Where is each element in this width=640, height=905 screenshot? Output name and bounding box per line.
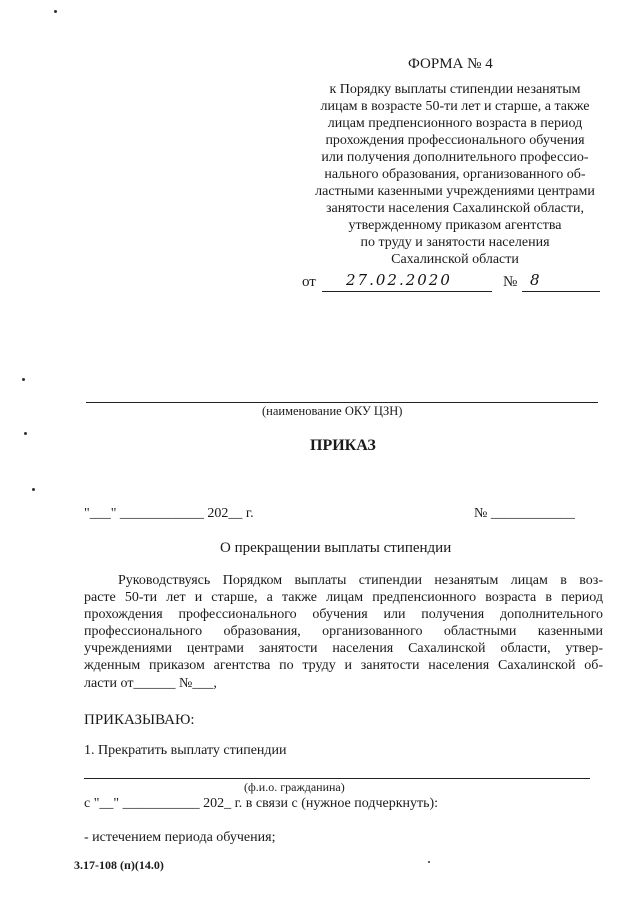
preamble-line: прохождения профессионального обучения или получения дополнительного — [84, 607, 603, 622]
scan-speck — [22, 378, 25, 381]
org-name-line — [86, 402, 598, 403]
scan-speck — [32, 488, 35, 491]
approval-number-label: № — [503, 274, 518, 290]
appendix-line: ластными казенными учреждениями центрами — [315, 184, 595, 199]
preamble-line: Руководствуясь Порядком выплаты стипендии незанятым лицам в воз- — [118, 573, 603, 588]
appendix-line: утвержденному приказом агентства — [348, 218, 562, 233]
appendix-line: Сахалинской области — [391, 252, 519, 267]
scan-speck — [428, 861, 430, 863]
appendix-line: занятости населения Сахалинской области, — [326, 201, 584, 216]
form-title: ФОРМА № 4 — [408, 56, 493, 72]
approval-from-label: от — [302, 274, 316, 290]
order-date-field: "___" ____________ 202__ г. — [84, 506, 254, 521]
scan-speck — [24, 432, 27, 435]
appendix-line: или получения дополнительного профессио- — [321, 150, 589, 165]
footer-form-code: 3.17-108 (п)(14.0) — [74, 858, 164, 872]
appendix-line: по труду и занятости населения — [360, 235, 550, 250]
preamble-line: ласти от______ №___, — [84, 676, 217, 691]
since-line: с "__" ___________ 202_ г. в связи с (нужное подчеркнуть): — [84, 796, 439, 811]
approval-date-underline — [322, 291, 492, 292]
preamble-line: расте 50-ти лет и старше, а также лицам предпенсионного возраста в период — [84, 590, 603, 605]
fio-line — [84, 778, 590, 779]
scan-speck — [54, 10, 57, 13]
approval-date-handwritten: 27.02.2020 — [346, 271, 452, 289]
preamble-line: жденным приказом агентства по труду и занятости населения Сахалинской об- — [84, 658, 603, 673]
order-item-1: 1. Прекратить выплату стипендии — [84, 743, 287, 758]
order-number-field: № ____________ — [474, 506, 575, 521]
appendix-line: лицам в возрасте 50-ти лет и старше, а также — [320, 99, 590, 114]
order-word: ПРИКАЗЫВАЮ: — [84, 712, 195, 728]
order-subject: О прекращении выплаты стипендии — [220, 540, 452, 556]
appendix-line: нального образования, организованного об- — [324, 167, 586, 182]
document-title: ПРИКАЗ — [310, 437, 376, 454]
approval-number-underline — [522, 291, 600, 292]
fio-caption: (ф.и.о. гражданина) — [244, 780, 345, 794]
preamble-line: профессионального образования, организованного областными казенными — [84, 624, 603, 639]
appendix-line: лицам предпенсионного возраста в период — [327, 116, 583, 131]
appendix-line: к Порядку выплаты стипендии незанятым — [329, 82, 581, 97]
approval-number-handwritten: 8 — [530, 271, 540, 289]
org-name-caption: (наименование ОКУ ЦЗН) — [262, 404, 403, 418]
preamble-line: учреждениями центрами занятости населения Сахалинской области, утвер- — [84, 641, 603, 656]
appendix-line: прохождения профессионального обучения — [325, 133, 585, 148]
reason-expired: - истечением периода обучения; — [84, 830, 276, 845]
